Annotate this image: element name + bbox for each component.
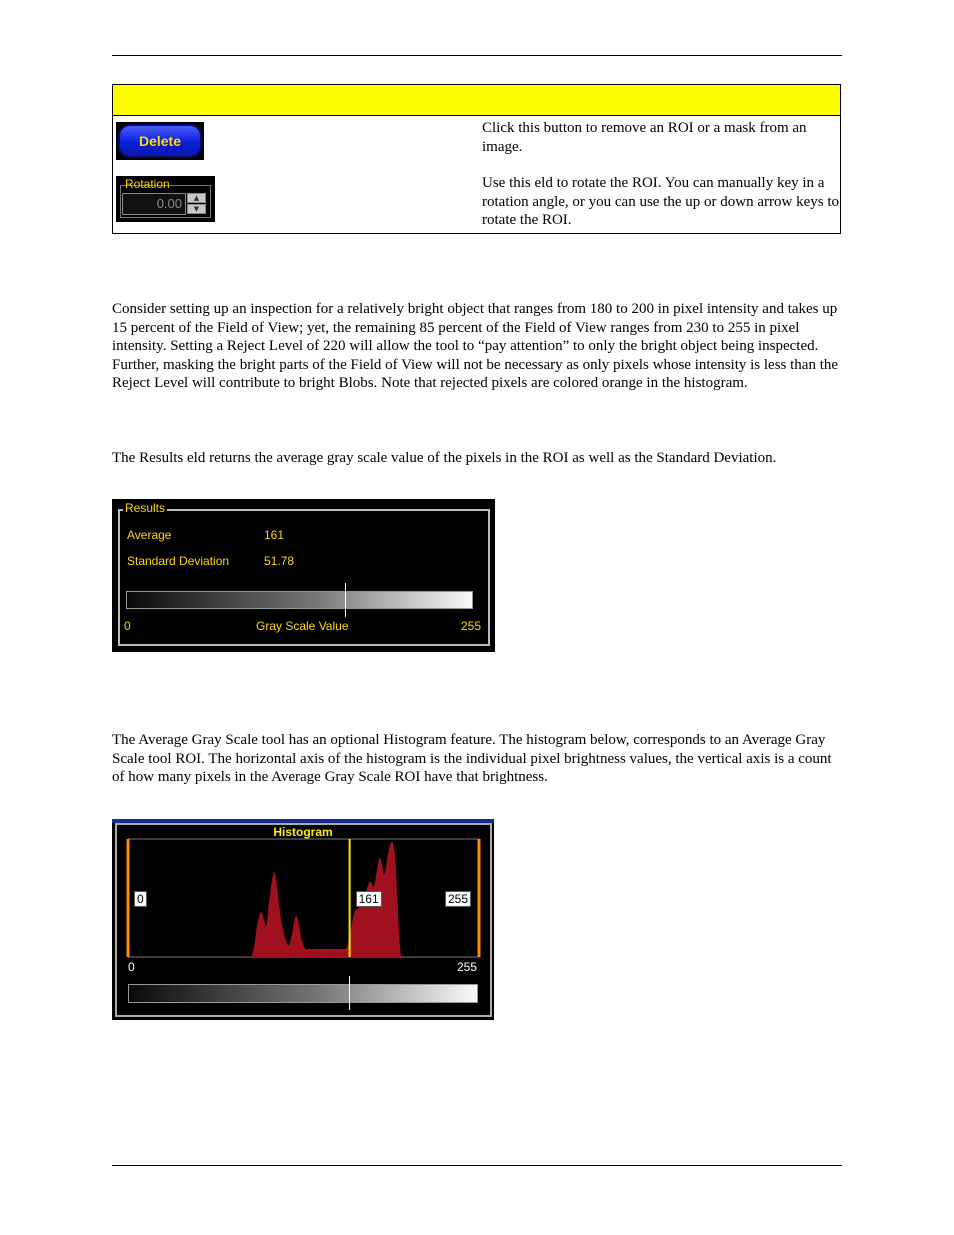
- average-marker: [345, 583, 346, 617]
- std-value: 51.78: [264, 554, 295, 568]
- histogram-paragraph: The Average Gray Scale tool has an optional Histogram feature. The histogram below, corresponds to an Average Gray Scale tool ROI. The horizontal axis of the histogram is the individual pixel brightness values, the vertical axis is a count of how many pixels in the Average Gray Scale ROI have that brightness.: [112, 732, 832, 786]
- average-level-tag: 161: [356, 891, 382, 907]
- delete-button-label: Delete: [118, 124, 202, 158]
- rotation-label: Rotation: [125, 177, 170, 191]
- histogram-average-marker: [349, 976, 350, 1010]
- results-paragraph: The Results eld returns the average gray scale value of the pixels in the ROI as well as the Standard Deviation.: [112, 450, 777, 466]
- footer-rule: [112, 1165, 842, 1166]
- table-cell-description: Use this eld to rotate the ROI. You can manually key in a rotation angle, or you can use the up or down arrow keys to rotate the ROI.: [482, 175, 839, 228]
- scale-axis-label: Gray Scale Value: [256, 619, 349, 633]
- table-row: [113, 116, 840, 234]
- rotation-input[interactable]: 0.00: [122, 193, 186, 215]
- axis-max-label: 255: [457, 960, 478, 974]
- chevron-down-icon[interactable]: ▼: [187, 204, 206, 214]
- gray-scale-bar: [126, 591, 473, 609]
- header-rule: [112, 55, 842, 56]
- axis-min-label: 0: [128, 960, 135, 974]
- std-label: Standard Deviation: [127, 554, 230, 568]
- scale-max-label: 255: [461, 619, 482, 633]
- right-level-tag: 255: [445, 891, 471, 907]
- results-panel: [112, 499, 495, 652]
- average-value: 161: [264, 528, 285, 542]
- average-label: Average: [127, 528, 172, 542]
- histogram-title: Histogram: [273, 825, 333, 839]
- results-title: Results: [125, 501, 166, 515]
- reject-level-paragraph: Consider setting up an inspection for a relatively bright object that ranges from 180 to 200 in pixel intensity and takes up 15 percent of the Field of View; yet, the remaining 85 percent of the Field of View ranges from 230 to 255 in pixel intensity. Setting a Reject Level of 220 will allow the tool to “pay attention” to only the bright object being inspected. Further, masking the bright parts of the Field of View will not be necessary as only pixels whose intensity is less than the Reject Level will contribute to bright Blobs. Note that rejected pixels are colored orange in the histogram.: [112, 301, 839, 392]
- left-level-tag: 0: [134, 891, 147, 907]
- scale-min-label: 0: [124, 619, 131, 633]
- rotation-stepper[interactable]: [187, 193, 206, 215]
- table-cell-description: Click this button to remove an ROI or a mask from an image.: [482, 120, 807, 155]
- table-header-bar: [113, 85, 840, 116]
- rotation-control: [116, 176, 215, 222]
- histogram-gray-scale-bar: [128, 984, 478, 1003]
- chevron-up-icon[interactable]: ▲: [187, 193, 206, 203]
- controls-table: [112, 84, 841, 234]
- histogram-area: [128, 841, 494, 957]
- histogram-panel: [112, 819, 494, 1020]
